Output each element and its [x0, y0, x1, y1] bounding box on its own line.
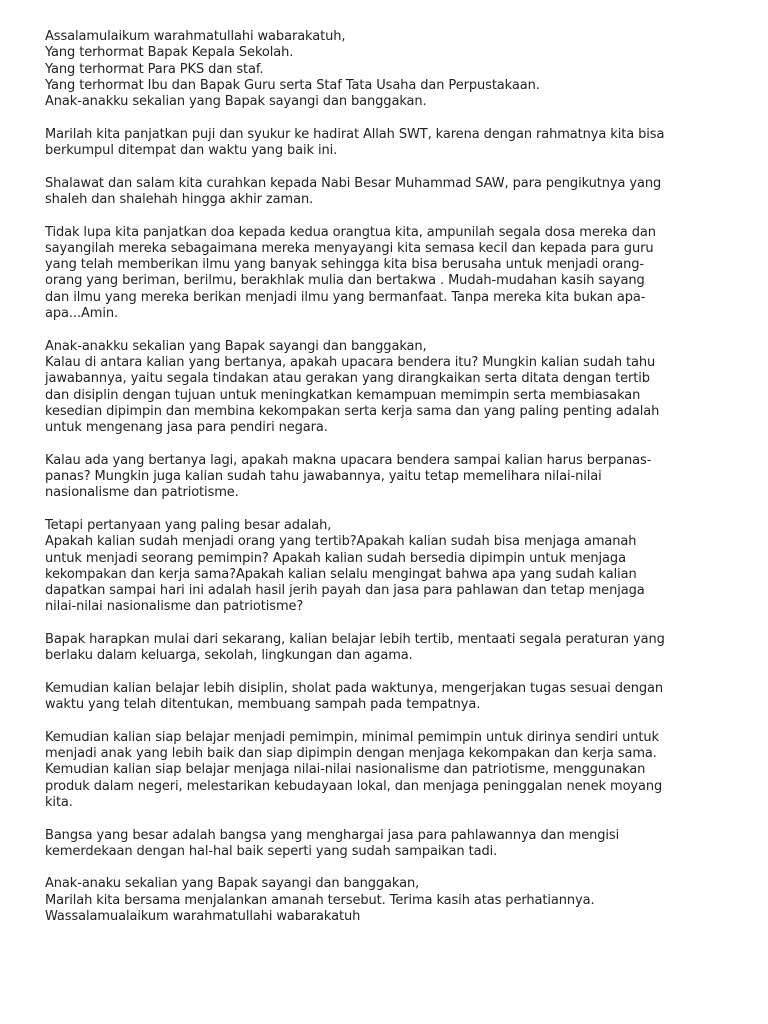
text-line: kita.	[45, 794, 73, 810]
text-line: Kalau di antara kalian yang bertanya, apakah upacara bendera itu? Mungkin kalian sudah tahu	[45, 354, 656, 370]
text-line: Wassalamualaikum warahmatullahi wabarakatuh	[45, 909, 361, 925]
text-line: Kalau ada yang bertanya lagi, apakah makna upacara bendera sampai kalian harus berpanas-	[45, 452, 652, 468]
text-line: Kemudian kalian siap belajar menjaga nilai-nilai nasionalisme dan patriotisme, menggunakan	[45, 762, 646, 778]
text-line: menjadi anak yang lebih baik dan siap dipimpin dengan menjaga kekompakan dan kerja sama.	[45, 746, 657, 762]
text-line: dan disiplin dengan tujuan untuk meningkatkan kemampuan memimpin serta membiasakan	[45, 387, 641, 403]
paragraph-7	[45, 518, 745, 616]
paragraph-5	[45, 339, 745, 437]
text-line: produk dalam negeri, melestarikan kebudayaan lokal, dan menjaga peninggalan nenek moyang	[45, 778, 663, 794]
text-line: dan ilmu yang mereka berikan menjadi ilmu yang bermanfaat. Tanpa mereka kita bukan apa-	[45, 289, 646, 305]
text-line: Kemudian kalian belajar lebih disiplin, sholat pada waktunya, mengerjakan tugas sesuai dengan	[45, 680, 664, 696]
text-line: kesedian dipimpin dan membina kekompakan serta kerja sama dan yang paling penting adalah	[45, 403, 660, 419]
text-line: berlaku dalam keluarga, sekolah, lingkungan dan agama.	[45, 648, 413, 664]
paragraph-2	[45, 127, 745, 160]
text-line: nilai-nilai nasionalisme dan patriotisme?	[45, 599, 304, 615]
text-line: Assalamulaikum warahmatullahi wabarakatuh,	[45, 29, 346, 44]
text-line: untuk menjadi seorang pemimpin? Apakah kalian sudah bersedia dipimpin untuk menjaga	[45, 550, 626, 566]
text-line: berkumpul ditempat dan waktu yang baik ini.	[45, 143, 338, 159]
paragraph-10	[45, 730, 745, 811]
text-line: shaleh dan shalehah hingga akhir zaman.	[45, 191, 314, 207]
text-line: apa...Amin.	[45, 306, 119, 322]
text-line: Tetapi pertanyaan yang paling besar adalah,	[45, 517, 332, 533]
paragraph-4	[45, 225, 745, 323]
text-line: Yang terhormat Bapak Kepala Sekolah.	[45, 45, 294, 61]
text-line: Tidak lupa kita panjatkan doa kepada kedua orangtua kita, ampunilah segala dosa mereka dan	[45, 224, 656, 240]
text-line: kekompakan dan kerja sama?Apakah kalian selalu mengingat bahwa apa yang sudah kalian	[45, 566, 637, 582]
text-line: Anak-anakku sekalian yang Bapak sayangi dan banggakan,	[45, 338, 427, 354]
paragraph-1	[45, 29, 745, 110]
text-line: Yang terhormat Ibu dan Bapak Guru serta Staf Tata Usaha dan Perpustakaan.	[45, 77, 540, 93]
text-line: orang yang beriman, berilmu, berakhlak mulia dan bertakwa . Mudah-mudahan kasih sayang	[45, 273, 645, 289]
paragraph-9	[45, 681, 745, 714]
text-line: kemerdekaan dengan hal-hal baik seperti yang sudah sampaikan tadi.	[45, 843, 498, 859]
text-line: jawabannya, yaitu segala tindakan atau gerakan yang dirangkaikan serta ditata dengan tertib	[45, 371, 650, 387]
paragraph-12	[45, 876, 745, 925]
text-line: dapatkan sampai hari ini adalah hasil jerih payah dan jasa para pahlawan dan tetap menjaga	[45, 583, 645, 599]
paragraph-8	[45, 632, 745, 665]
text-line: Anak-anakku sekalian yang Bapak sayangi dan banggakan.	[45, 94, 427, 110]
text-line: yang telah memberikan ilmu yang banyak sehingga kita bisa berusaha untuk menjadi orang-	[45, 257, 644, 273]
text-line: panas? Mungkin juga kalian sudah tahu jawabannya, yaitu tetap memelihara nilai-nilai	[45, 469, 602, 485]
text-line: Yang terhormat Para PKS dan staf.	[45, 61, 264, 77]
text-line: nasionalisme dan patriotisme.	[45, 485, 239, 501]
text-line: Marilah kita bersama menjalankan amanah tersebut. Terima kasih atas perhatiannya.	[45, 892, 595, 908]
text-line: sayangilah mereka sebagaimana mereka menyayangi kita semasa kecil dan kepada para guru	[45, 240, 654, 256]
paragraph-11	[45, 828, 745, 861]
text-line: Shalawat dan salam kita curahkan kepada Nabi Besar Muhammad SAW, para pengikutnya yang	[45, 175, 662, 191]
document-page	[45, 29, 745, 942]
text-line: Apakah kalian sudah menjadi orang yang tertib?Apakah kalian sudah bisa menjaga amanah	[45, 534, 637, 550]
text-line: untuk mengenang jasa para pendiri negara.	[45, 420, 328, 436]
text-line: Bangsa yang besar adalah bangsa yang menghargai jasa para pahlawannya dan mengisi	[45, 827, 620, 843]
text-line: Bapak harapkan mulai dari sekarang, kalian belajar lebih tertib, mentaati segala peraturan yang	[45, 631, 665, 647]
paragraph-3	[45, 176, 745, 209]
text-line: Marilah kita panjatkan puji dan syukur ke hadirat Allah SWT, karena dengan rahmatnya kita bisa	[45, 126, 665, 142]
text-line: Anak-anaku sekalian yang Bapak sayangi dan banggakan,	[45, 876, 420, 892]
text-line: Kemudian kalian siap belajar menjadi pemimpin, minimal pemimpin untuk dirinya sendiri untuk	[45, 729, 659, 745]
paragraph-6	[45, 453, 745, 502]
text-line: waktu yang telah ditentukan, membuang sampah pada tempatnya.	[45, 697, 481, 713]
